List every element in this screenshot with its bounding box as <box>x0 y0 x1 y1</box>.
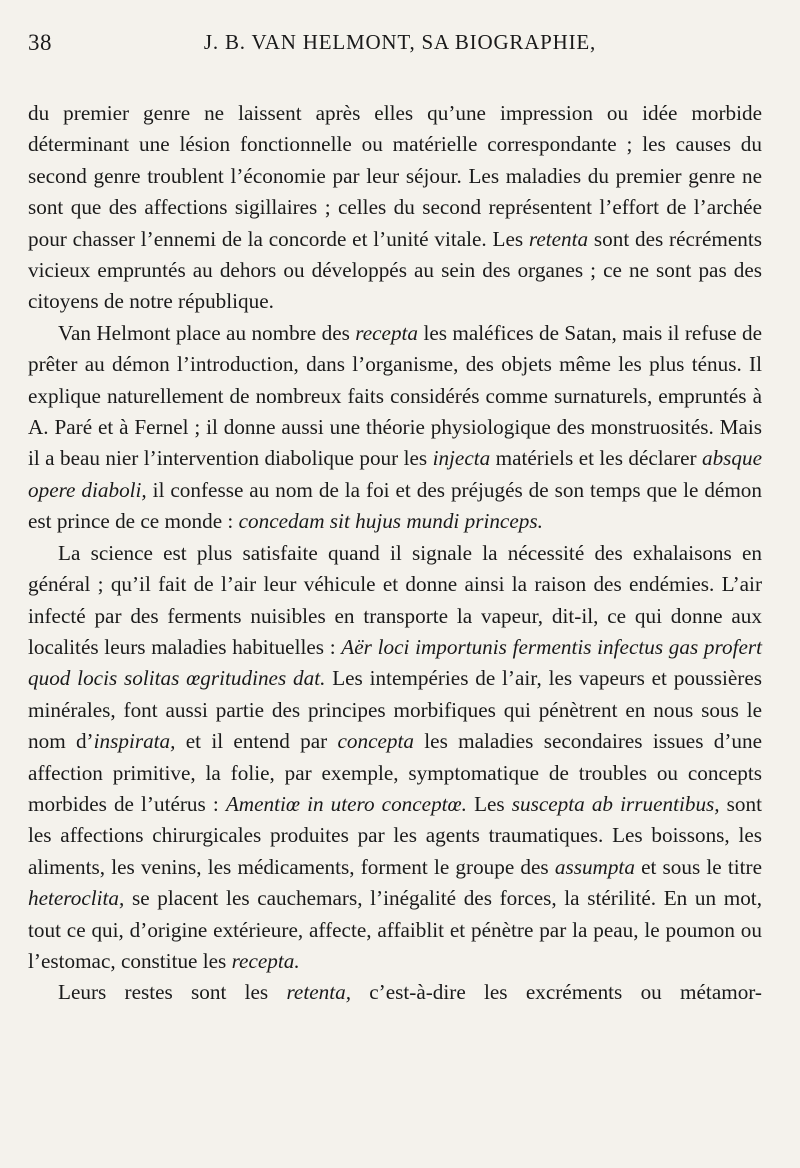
text-run: Van Helmont place au nombre des <box>58 320 356 345</box>
running-title: J. B. VAN HELMONT, SA BIOGRAPHIE, <box>203 30 597 54</box>
text-run: La science est plus satisfaite quand il signale la nécessité des exhalaisons en général ; qu’il fait de l’air leur véhicule et donne ainsi la raison des endémies. L’air infecté par des ferments nuisibles en transporte la vapeur, dit-il, ce qui donne aux localités leurs maladies habituelles : <box>28 540 762 659</box>
page-header <box>28 30 762 64</box>
italic-text: inspirata, <box>93 729 176 754</box>
text-run: il confesse au nom de la foi et des préjugés de son temps que le démon est prince de ce monde : <box>28 477 762 534</box>
text-run: Les <box>466 791 512 816</box>
paragraph-1 <box>28 98 762 318</box>
italic-text: assumpta <box>554 854 635 879</box>
text-run: Leurs restes sont les <box>58 980 287 1005</box>
paragraph-3 <box>28 538 762 978</box>
text-run: Les intempéries de l’air, les vapeurs et poussières minérales, font aussi partie des principes morbifiques qui pénètrent en nous sous le nom d’ <box>28 666 762 754</box>
text-run: les maléfices de Satan, mais il refuse de prêter au démon l’introduction, dans l’organisme, des objets même les plus ténus. Il explique naturellement de nombreux faits considérés comme surnaturels, empruntés à A. Paré et à Fernel ; il donne aussi une théorie physiologique des monstruosités. Mais il a beau nier l’intervention diabolique pour les <box>28 320 763 471</box>
text-run: sont des récréments vicieux empruntés au dehors ou développés au sein des organes ; ce ne sont pas des citoyens de notre république. <box>28 226 762 314</box>
italic-text: injecta <box>432 446 491 471</box>
text-run: du premier genre ne laissent après elles qu’une impression ou idée morbide déterminant une lésion fonctionnelle ou matérielle correspondante ; les causes du second genre troublent l’économie par leur séjour. Les maladies du premier genre ne sont que des affections sigillaires ; celles du second représentent l’effort de l’archée pour chasser l’ennemi de la concorde et l’unité vitale. Les <box>28 101 762 251</box>
italic-text: retenta <box>528 226 589 251</box>
text-run: matériels et les déclarer <box>490 446 702 471</box>
italic-text: retenta, <box>286 980 351 1005</box>
body-text <box>28 98 762 1009</box>
text-run: et il entend par <box>175 729 338 754</box>
italic-text: Aër loci importunis fermentis infectus gas profert quod locis solitas œgritudines dat. <box>28 634 762 691</box>
paragraph-4 <box>28 977 762 1008</box>
italic-text: recepta <box>355 320 419 345</box>
text-run: se placent les cauchemars, l’inégalité des forces, la stérilité. En un mot, tout ce qui, d’origine extérieure, affecte, affaiblit et pénètre par la peau, le poumon ou l’estomac, constitue les <box>28 886 762 973</box>
italic-text: Amentiœ in utero conceptœ. <box>225 791 467 816</box>
italic-text: suscepta ab irruentibus, <box>511 791 720 816</box>
text-run: les maladies secondaires issues d’une affection primitive, la folie, par exemple, symptomatique de troubles ou concepts morbides de l’utérus : <box>28 729 762 816</box>
paragraph-2 <box>28 318 762 538</box>
italic-text: absque opere diaboli, <box>28 446 763 502</box>
italic-text: recepta. <box>231 948 300 973</box>
italic-text: heteroclita, <box>28 886 125 911</box>
text-run: c’est-à-dire les excréments ou métamor- <box>351 980 762 1005</box>
text-run: et sous le titre <box>634 854 762 879</box>
italic-text: concedam sit hujus mundi princeps. <box>238 509 543 534</box>
text-run: sont les affections chirurgicales produites par les agents traumatiques. Les boissons, les aliments, les venins, les médicaments, forment le groupe des <box>28 791 762 879</box>
italic-text: concepta <box>337 729 414 754</box>
page-number: 38 <box>28 30 52 55</box>
